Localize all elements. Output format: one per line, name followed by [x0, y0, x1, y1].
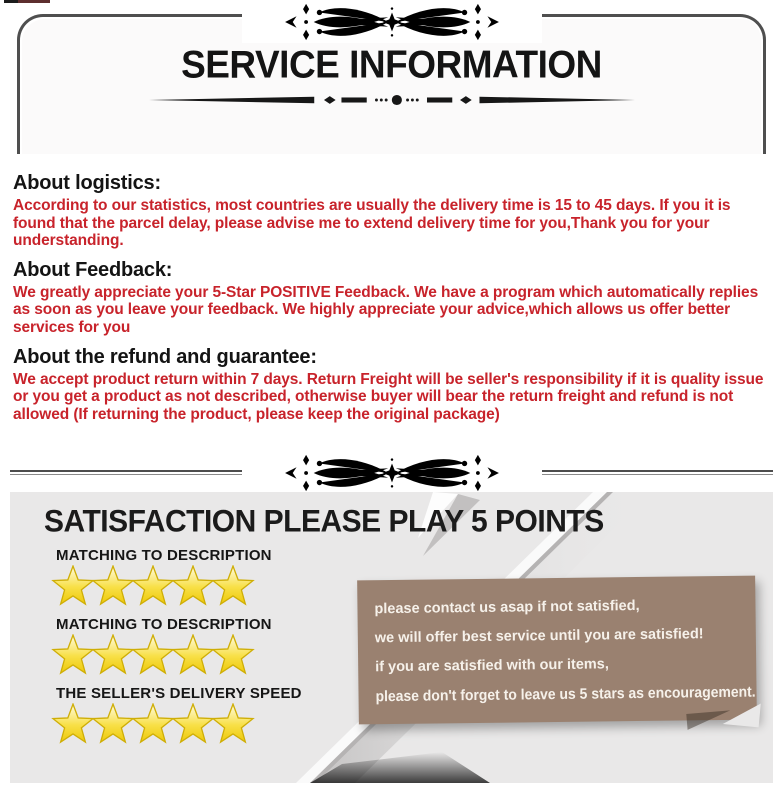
- seller-note: [357, 576, 757, 725]
- star-icon: [210, 634, 256, 676]
- rating-label: MATCHING TO DESCRIPTION: [56, 547, 272, 564]
- satisfaction-title: SATISFACTION PLEASE PLAY 5 POINTS: [44, 504, 604, 539]
- middle-divider: [0, 450, 783, 496]
- policy-sections: [13, 172, 773, 432]
- note-line: please contact us asap if not satisfied,: [374, 597, 640, 618]
- title-divider-icon: [149, 92, 635, 108]
- star-icon: [210, 565, 256, 607]
- refund-heading: About the refund and guarantee:: [13, 345, 317, 368]
- star-icon: [210, 703, 256, 745]
- rating-label: MATCHING TO DESCRIPTION: [56, 616, 272, 633]
- flourish-divider-icon: [242, 452, 542, 494]
- logistics-heading: About logistics:: [13, 172, 161, 194]
- top-left-bar: [4, 0, 50, 3]
- note-line: if you are satisfied with our items,: [375, 656, 609, 676]
- rating-label: THE SELLER'S DELIVERY SPEED: [56, 685, 302, 702]
- note-line: please don't forget to leave us 5 stars as encouragement.: [375, 683, 756, 706]
- refund-body: We accept product return within 7 days. Return Freight will be seller's responsibility if it is quality issue or you get a product as not described, otherwise buyer will bear the return freight and refund is not allowed (If returning the product, please keep the original package): [13, 370, 764, 423]
- note-line: we will offer best service until you are satisfied!: [374, 626, 704, 647]
- feedback-heading: About Feedback:: [13, 258, 173, 281]
- logistics-body: According to our statistics, most countries are usually the delivery time is 15 to 45 days. If you it is found that the parcel delay, please advise me to extend delivery time for you,Thank you for your understanding.: [13, 197, 731, 250]
- page-title: SERVICE INFORMATION: [181, 43, 602, 86]
- flourish-divider-icon: [242, 1, 542, 43]
- satisfaction-panel: [10, 492, 773, 783]
- feedback-body: We greatly appreciate your 5-Star POSITIVE Feedback. We have a program which automatically replies as soon as you leave your feedback. We highly appreciate your advice,which allows us offer better services for you: [13, 283, 759, 336]
